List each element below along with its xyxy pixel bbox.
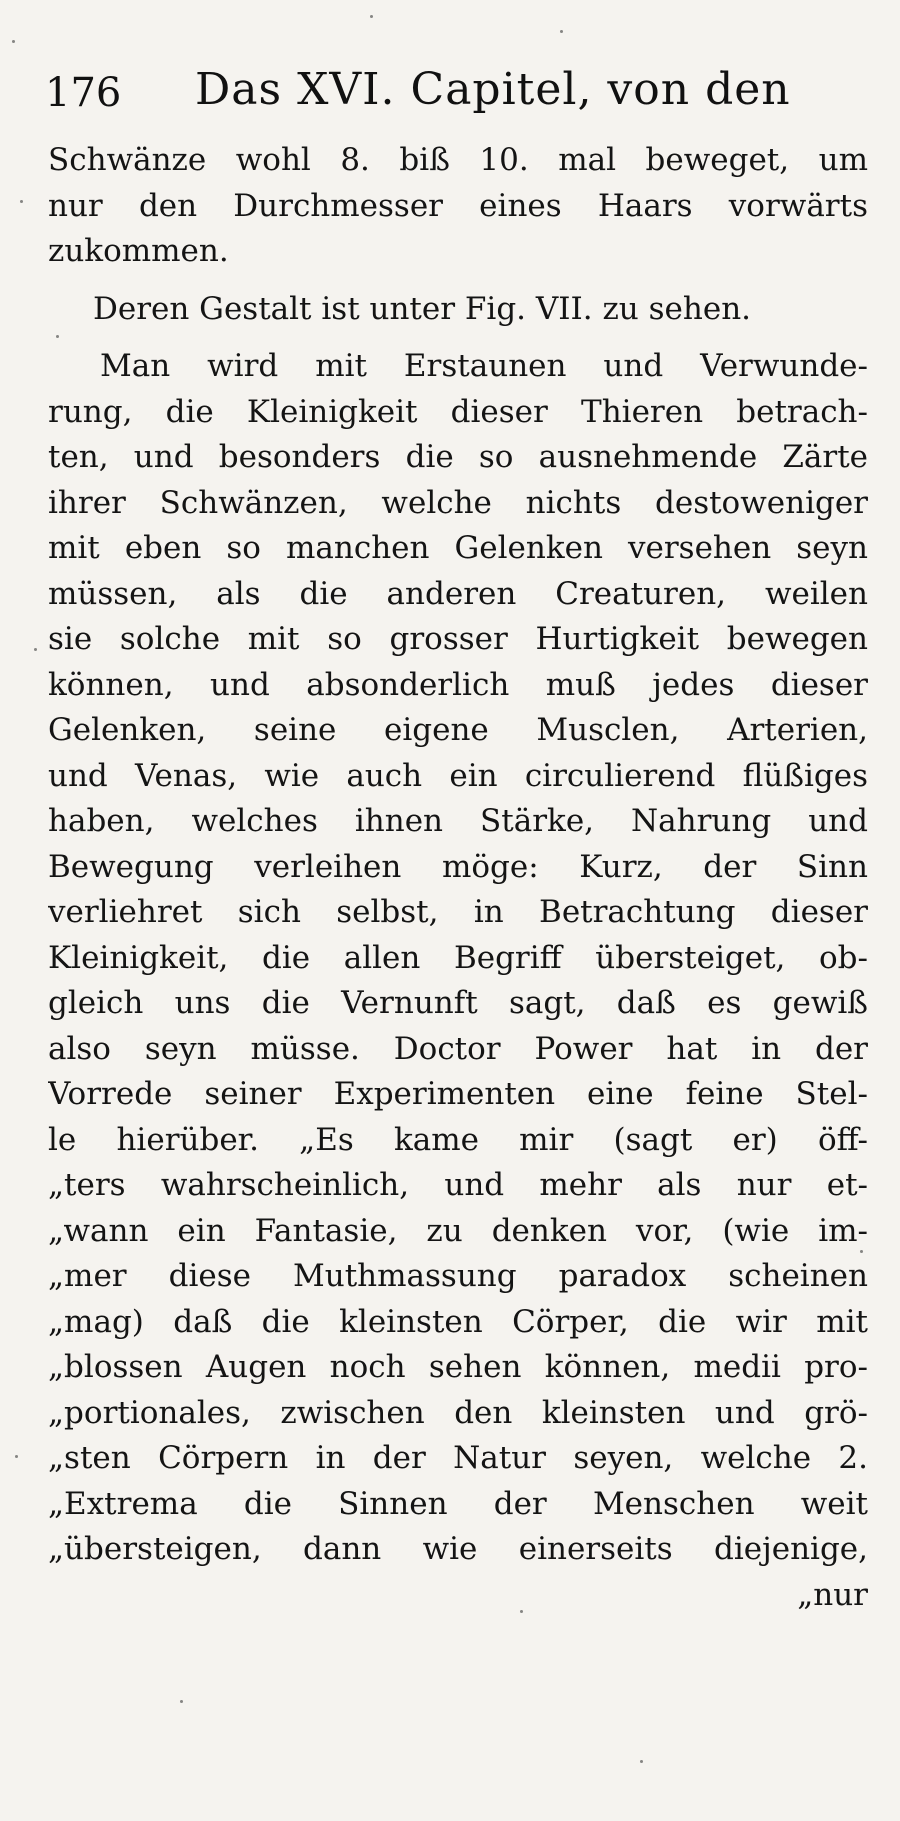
text-line: „portionales, zwischen den kleinsten und grö- (48, 1394, 868, 1431)
page-number: 176 (45, 70, 122, 116)
scan-speck (180, 1700, 183, 1703)
scan-speck (34, 648, 37, 651)
running-head: Das XVI. Capitel, von den (195, 64, 791, 115)
scan-speck (370, 15, 373, 18)
text-line: nur den Durchmesser eines Haars vorwärts (48, 187, 868, 224)
scan-speck (20, 200, 23, 203)
text-line: und Venas, wie auch ein circulierend flüßiges (48, 757, 868, 794)
text-line: müssen, als die anderen Creaturen, weilen (48, 575, 868, 612)
text-line: ihrer Schwänzen, welche nichts destoweniger (48, 484, 868, 521)
text-line: „Extrema die Sinnen der Menschen weit (48, 1485, 868, 1522)
text-line: „mag) daß die kleinsten Cörper, die wir mit (48, 1303, 868, 1340)
text-line: „ters wahrscheinlich, und mehr als nur et- (48, 1167, 868, 1203)
text-line: „blossen Augen noch sehen können, medii pro- (48, 1349, 868, 1385)
text-line: also seyn müsse. Doctor Power hat in der (48, 1030, 868, 1067)
text-line: rung, die Kleinigkeit dieser Thieren betrach- (48, 393, 868, 430)
text-line: Bewegung verleihen möge: Kurz, der Sinn (48, 848, 868, 885)
text-line: sie solche mit so grosser Hurtigkeit bewegen (48, 621, 868, 657)
text-line: „mer diese Muthmassung paradox scheinen (48, 1258, 868, 1294)
text-line: Kleinigkeit, die allen Begriff übersteiget, ob- (48, 939, 868, 976)
text-line: Gelenken, seine eigene Musclen, Arterien, (48, 712, 868, 748)
text-line: Man wird mit Erstaunen und Verwunde- (100, 348, 868, 384)
text-line: ten, und besonders die so ausnehmende Zärte (48, 439, 868, 475)
text-line: Schwänze wohl 8. biß 10. mal beweget, um (48, 142, 868, 178)
scan-speck (15, 1455, 18, 1458)
text-line: „übersteigen, dann wie einerseits diejenige, (48, 1531, 868, 1567)
body-text (48, 138, 868, 1618)
scan-speck (560, 30, 563, 33)
page-header (45, 60, 850, 130)
text-line: verliehret sich selbst, in Betrachtung dieser (48, 894, 868, 930)
text-line: gleich uns die Vernunft sagt, daß es gewiß (48, 985, 868, 1021)
text-line: haben, welches ihnen Stärke, Nahrung und (48, 803, 868, 839)
text-line: „sten Cörpern in der Natur seyen, welche 2. (48, 1440, 868, 1476)
figure-reference: Deren Gestalt ist unter Fig. VII. zu sehen. (93, 290, 752, 327)
text-line: Vorrede seiner Experimenten eine feine Stel- (48, 1076, 868, 1112)
catchword: „nur (797, 1576, 868, 1613)
scan-speck (640, 1760, 643, 1763)
scan-speck (12, 40, 15, 43)
text-line: zukommen. (48, 233, 229, 269)
text-line: können, und absonderlich muß jedes dieser (48, 666, 868, 703)
text-line: mit eben so manchen Gelenken versehen seyn (48, 530, 868, 566)
text-line: le hierüber. „Es kame mir (sagt er) öff- (48, 1121, 868, 1158)
text-line: „wann ein Fantasie, zu denken vor, (wie im- (48, 1212, 868, 1249)
